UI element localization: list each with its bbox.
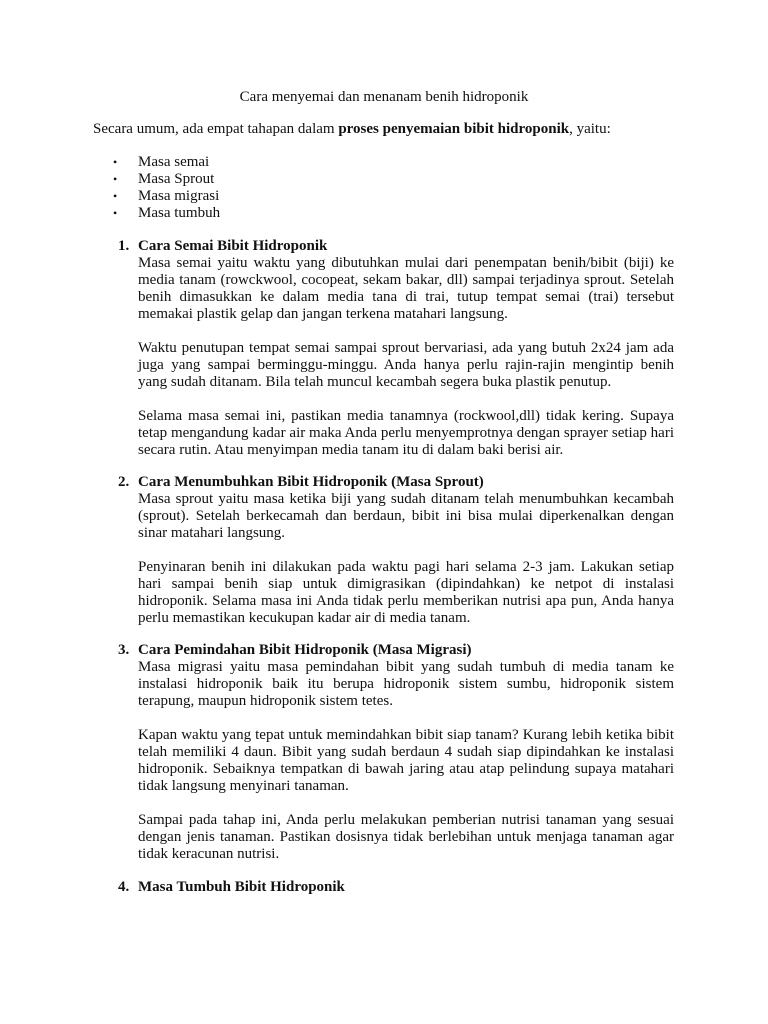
section-paragraph: Selama masa semai ini, pastikan media tanamnya (rockwool,dll) tidak kering. Supaya tetap mengandung kadar air maka Anda perlu menyemprotnya dengan sprayer setiap hari secara rutin. Atau menyimpan media tanam itu di dalam baki berisi air. — [138, 408, 674, 458]
intro-text-bold: proses penyemaian bibit hidroponik — [338, 121, 570, 137]
section-title: Cara Semai Bibit Hidroponik — [138, 238, 328, 254]
section-title: Masa Tumbuh Bibit Hidroponik — [138, 879, 345, 895]
bullet-icon: • — [113, 155, 118, 169]
bullet-icon: • — [113, 206, 118, 220]
bullet-text: Masa tumbuh — [138, 205, 221, 221]
document-title: Cara menyemai dan menanam benih hidroponik — [239, 89, 529, 105]
bullet-text: Masa migrasi — [138, 188, 220, 204]
intro-text-after: , yaitu: — [569, 121, 611, 137]
bullet-icon: • — [113, 172, 118, 186]
section-body — [138, 238, 674, 459]
section-number: 2. — [118, 474, 130, 490]
section-paragraph: Sampai pada tahap ini, Anda perlu melakukan pemberian nutrisi tanaman yang sesuai dengan jenis tanaman. Pastikan dosisnya tidak berlebihan untuk menjaga tanaman agar tidak keracunan nutrisi. — [138, 812, 674, 862]
intro-paragraph — [93, 121, 683, 138]
section-body — [138, 879, 674, 896]
section-paragraph: Penyinaran benih ini dilakukan pada waktu pagi hari selama 2-3 jam. Lakukan setiap hari sampai benih siap untuk dimigrasikan (dipindahkan) ke netpot di instalasi hidroponik. Selama masa ini Anda tidak perlu memberikan nutrisi apa pun, Anda hanya perlu memastikan kecukupan kadar air di media tanam. — [138, 559, 674, 626]
section-body — [138, 474, 674, 627]
section-paragraph: Kapan waktu yang tepat untuk memindahkan bibit siap tanam? Kurang lebih ketika bibit telah memiliki 4 daun. Bibit yang sudah berdaun 4 sudah siap dipindahkan ke instalasi hidroponik. Sebaiknya tempatkan di bawah jaring atau atap pelindung supaya matahari tidak langsung menyinari tanaman. — [138, 727, 674, 794]
section-paragraph: Masa migrasi yaitu masa pemindahan bibit yang sudah tumbuh di media tanam ke instalasi hidroponik baik itu berupa hidroponik sistem sumbu, hidroponik sistem terapung, maupun hidroponik sistem tetes. — [138, 659, 674, 709]
section-title: Cara Menumbuhkan Bibit Hidroponik (Masa Sprout) — [138, 474, 484, 490]
section-paragraph: Masa semai yaitu waktu yang dibutuhkan mulai dari penempatan benih/bibit (biji) ke media tanam (rowckwool, cocopeat, sekam bakar, dll) sampai terjadinya sprout. Setelah benih dimasukkan ke dalam media tana di trai, tutup tempat semai (trai) tersebut memakai plastik gelap dan jangan terkena matahari langsung. — [138, 255, 674, 322]
section-number: 4. — [118, 879, 130, 895]
stage-bullet-list — [0, 154, 768, 222]
section-body — [138, 642, 674, 863]
section-title: Cara Pemindahan Bibit Hidroponik (Masa Migrasi) — [138, 642, 472, 658]
section-number: 3. — [118, 642, 130, 658]
bullet-item — [0, 188, 768, 205]
bullet-text: Masa Sprout — [138, 171, 215, 187]
bullet-item — [0, 205, 768, 222]
section-paragraph: Masa sprout yaitu masa ketika biji yang sudah ditanam telah menumbuhkan kecambah (sprout). Setelah berkecamah dan berdaun, bibit ini bisa mulai diperkenalkan dengan sinar matahari langsung. — [138, 491, 674, 541]
section-number: 1. — [118, 238, 130, 254]
bullet-icon: • — [113, 189, 118, 203]
bullet-item — [0, 154, 768, 171]
section-paragraph: Waktu penutupan tempat semai sampai sprout bervariasi, ada yang butuh 2x24 jam ada juga yang sampai berminggu-minggu. Anda hanya perlu rajin-rajin mengintip benih yang sudah ditanam. Bila telah muncul kecambah segera buka plastik penutup. — [138, 340, 674, 390]
bullet-text: Masa semai — [138, 154, 210, 170]
intro-text-before: Secara umum, ada empat tahapan dalam — [93, 121, 339, 137]
bullet-item — [0, 171, 768, 188]
